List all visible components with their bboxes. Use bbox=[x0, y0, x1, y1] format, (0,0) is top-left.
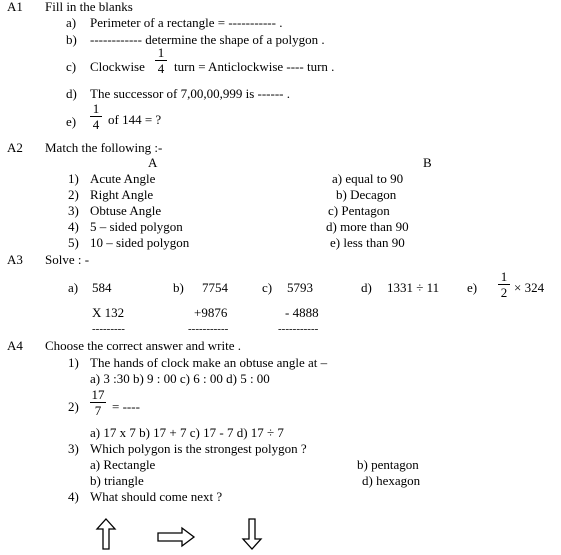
solve-c-top: 5793 bbox=[287, 280, 313, 295]
fraction-denominator: 4 bbox=[157, 61, 165, 76]
solve-d-marker: d) bbox=[361, 280, 372, 295]
fraction-one-quarter bbox=[155, 46, 167, 75]
q2-text: = ---- bbox=[112, 399, 140, 414]
down-arrow-icon bbox=[240, 517, 264, 551]
fraction-one-quarter bbox=[90, 102, 102, 131]
solve-a-marker: a) bbox=[68, 280, 79, 295]
solve-c-rule: ----------- bbox=[278, 323, 319, 335]
match-b-text: Decagon bbox=[350, 187, 397, 202]
a1-item-text: Perimeter of a rectangle = ----------- . bbox=[90, 15, 283, 30]
solve-c-marker: c) bbox=[262, 280, 273, 295]
match-b-item bbox=[336, 188, 396, 202]
match-b-marker: e) bbox=[330, 235, 341, 250]
q3-text: Which polygon is the strongest polygon ? bbox=[90, 441, 307, 456]
match-b-item bbox=[332, 172, 403, 186]
solve-a-bottom: X 132 bbox=[92, 305, 125, 320]
match-b-marker: b) bbox=[336, 187, 347, 202]
solve-c-bottom: - 4888 bbox=[285, 305, 319, 320]
q3-marker: 3) bbox=[68, 441, 79, 456]
q4-text: What should come next ? bbox=[90, 489, 223, 504]
q3-option-b: b) triangle bbox=[90, 473, 144, 488]
up-arrow-icon bbox=[94, 517, 118, 551]
solve-b-rule: ----------- bbox=[188, 323, 229, 335]
section-title-a3: Solve : - bbox=[45, 252, 90, 267]
fraction-denominator: 7 bbox=[94, 403, 102, 418]
section-label-a3: A3 bbox=[7, 252, 23, 267]
q3-option-a: a) Rectangle bbox=[90, 457, 156, 472]
q2-options: a) 17 x 7 b) 17 + 7 c) 17 - 7 d) 17 ÷ 7 bbox=[90, 425, 284, 440]
a1-item-marker: b) bbox=[66, 32, 77, 47]
match-b-marker: a) bbox=[332, 171, 343, 186]
match-a-text: Right Angle bbox=[90, 187, 154, 202]
match-a-marker: 3) bbox=[68, 203, 79, 218]
a1-item-marker: a) bbox=[66, 15, 77, 30]
fraction-denominator: 4 bbox=[92, 117, 100, 132]
fraction-one-half bbox=[498, 270, 510, 299]
match-a-text: Obtuse Angle bbox=[90, 203, 162, 218]
q3-option-c: b) pentagon bbox=[357, 457, 419, 472]
a1-item-marker: c) bbox=[66, 59, 77, 74]
match-b-text: equal to 90 bbox=[345, 171, 404, 186]
q4-marker: 4) bbox=[68, 489, 79, 504]
solve-b-marker: b) bbox=[173, 280, 184, 295]
section-title-a4: Choose the correct answer and write . bbox=[45, 338, 242, 353]
a1-item-text: ------------ determine the shape of a polygon . bbox=[90, 32, 325, 47]
section-label-a1: A1 bbox=[7, 0, 23, 14]
q3-option-d: d) hexagon bbox=[362, 473, 421, 488]
match-b-text: less than 90 bbox=[343, 235, 405, 250]
fraction-numerator: 1 bbox=[500, 269, 508, 284]
match-b-item bbox=[328, 204, 390, 218]
match-b-item bbox=[330, 236, 405, 250]
section-label-a2: A2 bbox=[7, 140, 23, 155]
match-a-marker: 4) bbox=[68, 219, 79, 234]
solve-b-top: 7754 bbox=[202, 280, 228, 295]
fraction-numerator: 1 bbox=[92, 101, 100, 116]
solve-d-text: 1331 ÷ 11 bbox=[387, 280, 440, 295]
match-b-text: Pentagon bbox=[341, 203, 390, 218]
q2-marker: 2) bbox=[68, 399, 79, 414]
a1-item-text: turn = Anticlockwise ---- turn . bbox=[174, 59, 335, 74]
column-a-header: A bbox=[148, 155, 158, 170]
solve-e-marker: e) bbox=[467, 280, 478, 295]
match-a-marker: 1) bbox=[68, 171, 79, 186]
a1-item-text: of 144 = ? bbox=[108, 112, 162, 127]
fraction-numerator: 17 bbox=[91, 387, 105, 402]
column-b-header: B bbox=[423, 155, 432, 170]
match-b-marker: d) bbox=[326, 219, 337, 234]
match-b-text: more than 90 bbox=[340, 219, 409, 234]
q1-options: a) 3 :30 b) 9 : 00 c) 6 : 00 d) 5 : 00 bbox=[90, 371, 270, 386]
section-title-a2: Match the following :- bbox=[45, 140, 163, 155]
solve-b-bottom: +9876 bbox=[194, 305, 228, 320]
section-title-a1: Fill in the blanks bbox=[45, 0, 133, 14]
match-a-text: 5 – sided polygon bbox=[90, 219, 183, 234]
match-b-item bbox=[326, 220, 409, 234]
fraction-denominator: 2 bbox=[500, 285, 508, 300]
q1-marker: 1) bbox=[68, 355, 79, 370]
a1-item-text: Clockwise bbox=[90, 59, 145, 74]
match-a-marker: 5) bbox=[68, 235, 79, 250]
solve-a-rule: --------- bbox=[92, 323, 125, 335]
match-a-marker: 2) bbox=[68, 187, 79, 202]
right-arrow-icon bbox=[156, 526, 196, 548]
section-label-a4: A4 bbox=[7, 338, 23, 353]
a1-item-marker: d) bbox=[66, 86, 77, 101]
fraction-numerator: 1 bbox=[157, 45, 165, 60]
a1-item-marker: e) bbox=[66, 114, 77, 129]
q1-text: The hands of clock make an obtuse angle at – bbox=[90, 355, 328, 370]
solve-e-text: × 324 bbox=[514, 280, 545, 295]
match-a-text: 10 – sided polygon bbox=[90, 235, 190, 250]
a1-item-text: The successor of 7,00,00,999 is ------ . bbox=[90, 86, 291, 101]
match-a-text: Acute Angle bbox=[90, 171, 156, 186]
fraction-seventeen-sevenths bbox=[90, 388, 106, 417]
match-b-marker: c) bbox=[328, 203, 339, 218]
solve-a-top: 584 bbox=[92, 280, 112, 295]
